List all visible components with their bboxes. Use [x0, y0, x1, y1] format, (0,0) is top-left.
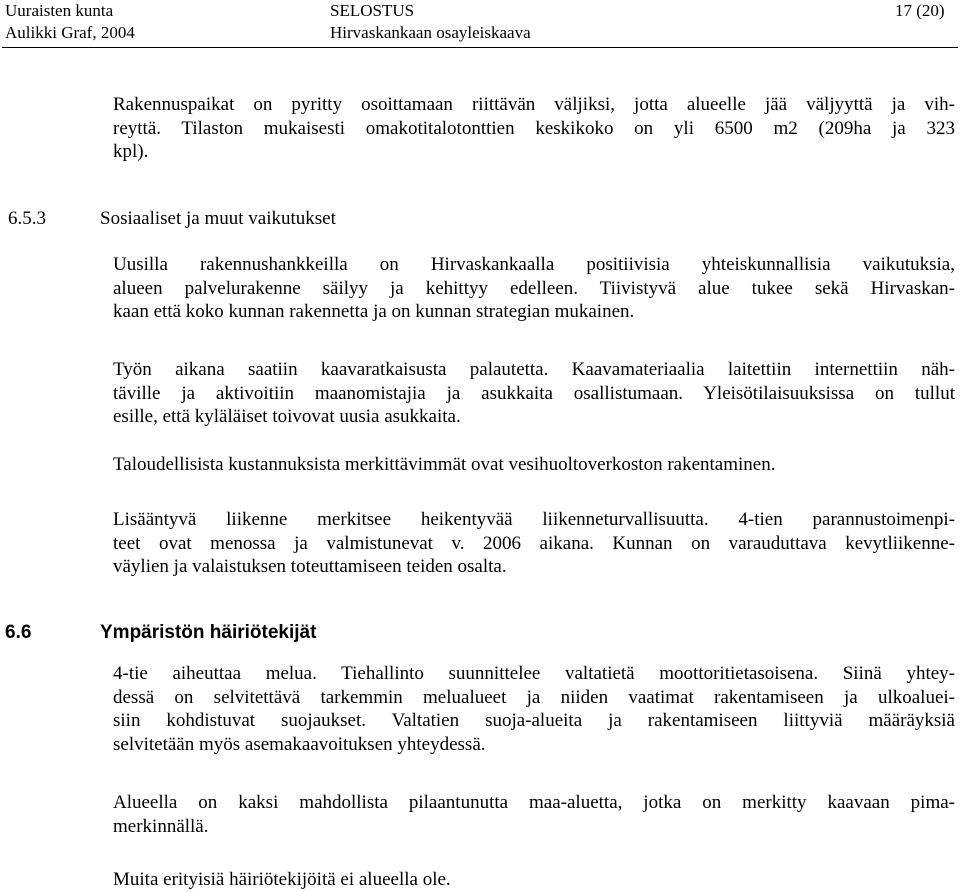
- text-line: Uusilla rakennushankkeilla on Hirvaskankaalla positiivisia yhteiskunnallisia vaikutuksia,: [113, 254, 955, 275]
- paragraph-other-disturbances: [113, 868, 955, 892]
- subsection-number: 6.5.3: [8, 208, 46, 229]
- text-line: siin kohdistuvat suojaukset. Valtatien suoja-alueita ja rakentamiseen liittyviä määräyksiä: [113, 710, 955, 731]
- text-line: Työn aikana saatiin kaavaratkaisusta palautetta. Kaavamateriaalia laitettiin internettiin näh-: [113, 359, 955, 380]
- header-rule: [2, 47, 958, 48]
- text-line: esille, että kyläläiset toivovat uusia asukkaita.: [113, 406, 461, 427]
- text-line: selvitetään myös asemakaavoituksen yhteydessä.: [113, 733, 486, 755]
- paragraph-traffic: [113, 508, 955, 579]
- paragraph-economic-costs: [113, 453, 955, 477]
- header-page-number: 17 (20): [895, 1, 945, 20]
- text-line: teet ovat menossa ja valmistunevat v. 2006 aikana. Kunnan on varauduttava kevytliikenne-: [113, 532, 955, 554]
- text-line: Lisääntyvä liikenne merkitsee heikentyvää liikenneturvallisuutta. 4-tien parannustoimenpi-: [113, 509, 955, 530]
- section-title: Ympäristön häiriötekijät: [100, 622, 317, 643]
- section-number: 6.6: [5, 622, 32, 643]
- subsection-title: Sosiaaliset ja muut vaikutukset: [100, 208, 336, 229]
- page-header: [0, 0, 960, 50]
- text-line: Taloudellisista kustannuksista merkittävimmät ovat vesihuoltoverkoston rakentaminen.: [113, 454, 776, 475]
- text-line: Muita erityisiä häiriötekijöitä ei alueella ole.: [113, 869, 451, 890]
- text-line: Rakennuspaikat on pyritty osoittamaan riittävän väljiksi, jotta alueelle jää väljyyttä ja vih-: [113, 94, 955, 115]
- text-line: merkinnällä.: [113, 815, 209, 837]
- text-line: kaan että koko kunnan rakennetta ja on kunnan strategian mukainen.: [113, 301, 635, 322]
- text-line: kpl).: [113, 141, 149, 162]
- paragraph-social-impacts: [113, 253, 955, 324]
- text-line: Alueella on kaksi mahdollista pilaantunutta maa-aluetta, jotka on merkitty kaavaan pima-: [113, 792, 955, 813]
- text-line: alueen palvelurakenne säilyy ja kehittyy edelleen. Tiivistyvä alue tukee sekä Hirvaskan-: [113, 277, 955, 299]
- text-line: dessä on selvitettävä tarkemmin melualueet ja niiden vaatimat rakentamiseen ja ulkoaluei-: [113, 686, 955, 708]
- text-line: reyttä. Tilaston mukaisesti omakotitalotonttien keskikoko on yli 6500 m2 (209ha ja 323: [113, 117, 955, 139]
- text-line: täville ja aktivoitiin maanomistajia ja asukkaita osallistumaan. Yleisötilaisuuksissa on tullut: [113, 382, 955, 404]
- text-line: väylien ja valaistuksen toteuttamiseen teiden osalta.: [113, 556, 507, 577]
- paragraph-noise: [113, 662, 955, 756]
- header-author: Aulikki Graf, 2004: [5, 23, 135, 42]
- paragraph-contaminated-land: [113, 791, 955, 838]
- paragraph-building-sites: [113, 93, 955, 164]
- header-doc-type: SELOSTUS: [330, 1, 415, 20]
- paragraph-feedback: [113, 358, 955, 429]
- header-municipality: Uuraisten kunta: [5, 1, 114, 20]
- header-plan-name: Hirvaskankaan osayleiskaava: [330, 23, 531, 42]
- text-line: 4-tie aiheuttaa melua. Tiehallinto suunnittelee valtatietä moottoritietasoisena. Siinä yhtey-: [113, 663, 955, 684]
